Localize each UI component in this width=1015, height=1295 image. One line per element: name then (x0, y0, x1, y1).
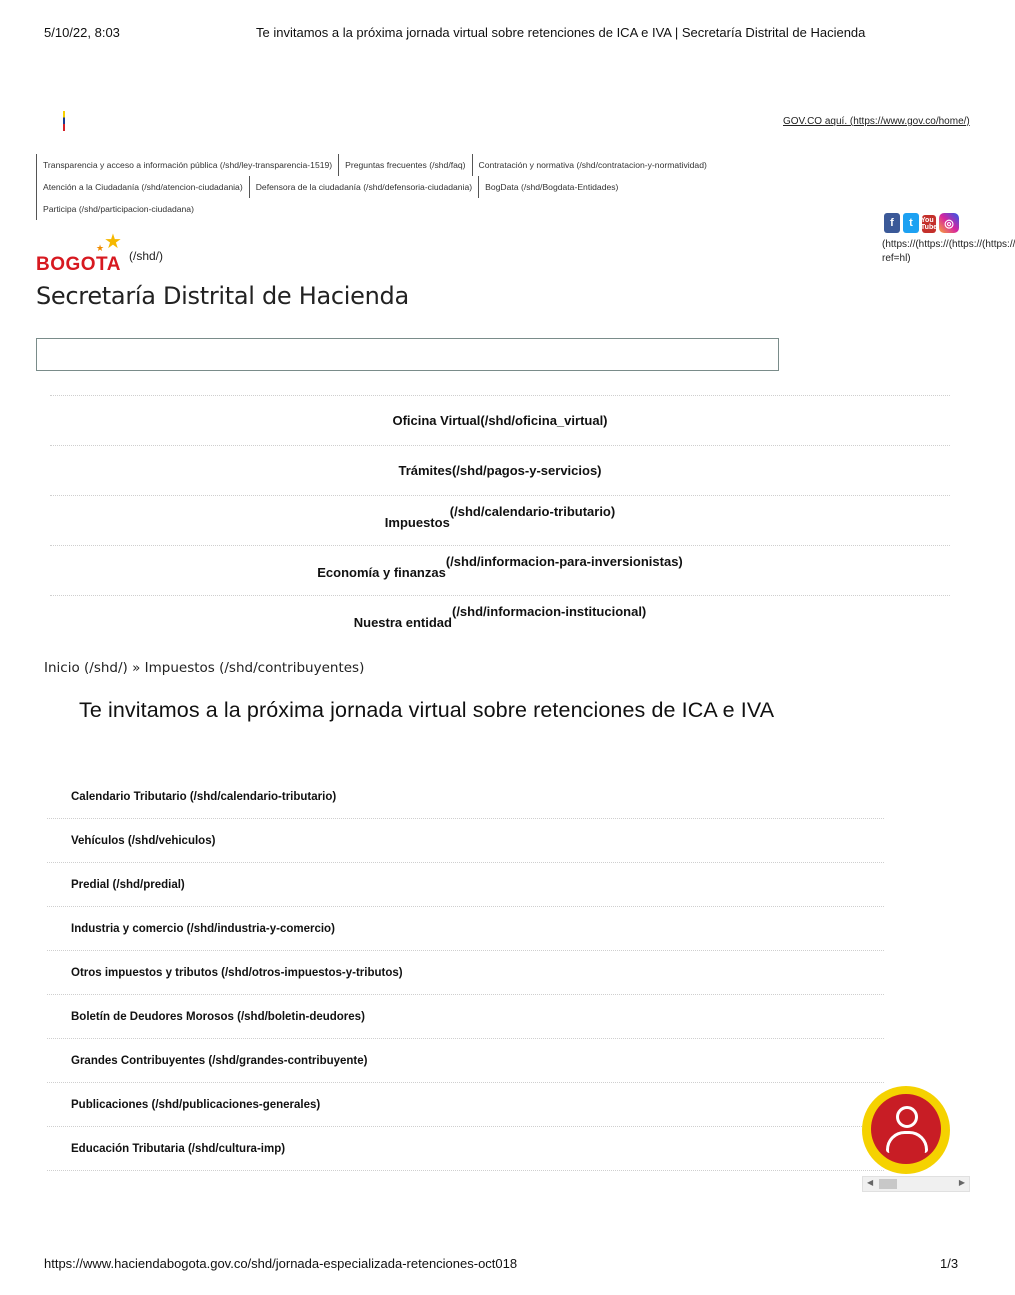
facebook-icon[interactable]: f (884, 213, 900, 233)
social-links (884, 213, 959, 233)
nav-path: (/shd/oficina_virtual) (480, 413, 608, 428)
list-item[interactable]: Vehículos (/shd/vehiculos) (47, 819, 884, 863)
list-item[interactable]: Industria y comercio (/shd/industria-y-comercio) (47, 907, 884, 951)
list-item[interactable]: Boletín de Deudores Morosos (/shd/boletin-deudores) (47, 995, 884, 1039)
star-icon: ★ (104, 231, 122, 253)
list-item[interactable]: Grandes Contribuyentes (/shd/grandes-contribuyente) (47, 1039, 884, 1083)
print-url: https://www.haciendabogota.gov.co/shd/jornada-especializada-retenciones-oct018 (44, 1256, 518, 1271)
nav-label: Nuestra entidad (353, 615, 452, 630)
nav-path: (/shd/informacion-para-inversionistas) (445, 554, 683, 569)
link-bogdata[interactable]: BogData (/shd/Bogdata-Entidades) (478, 176, 624, 198)
bogota-logo[interactable]: BOGOTA (36, 254, 121, 275)
logo-link-path[interactable]: (/shd/) (129, 249, 164, 263)
link-transparencia[interactable]: Transparencia y acceso a información pública (/shd/ley-transparencia-1519) (36, 154, 338, 176)
nav-nuestra-entidad[interactable] (50, 595, 950, 645)
scroll-left-icon[interactable]: ◀ (867, 1178, 874, 1187)
link-atencion[interactable]: Atención a la Ciudadanía (/shd/atencion-ciudadania) (36, 176, 249, 198)
list-item[interactable]: Publicaciones (/shd/publicaciones-generales) (47, 1083, 884, 1127)
nav-label: Economía y finanzas (317, 565, 446, 580)
print-date: 5/10/22, 8:03 (44, 25, 120, 40)
breadcrumb[interactable]: Inicio (/shd/) » Impuestos (/shd/contribuyentes) (44, 660, 365, 676)
link-contratacion[interactable]: Contratación y normativa (/shd/contratacion-y-normatividad) (472, 154, 713, 176)
list-item[interactable]: Educación Tributaria (/shd/cultura-imp) (47, 1127, 884, 1171)
nav-path: (/shd/informacion-institucional) (451, 604, 647, 619)
social-ref: ref=hl) (882, 253, 911, 264)
nav-impuestos[interactable] (50, 495, 950, 545)
social-urls: (https://(https://(https://(https:// (882, 239, 1015, 250)
nav-oficina-virtual[interactable] (50, 395, 950, 445)
nav-economia[interactable] (50, 545, 950, 595)
page-title: Te invitamos a la próxima jornada virtual sobre retenciones de ICA e IVA (79, 698, 775, 722)
print-title: Te invitamos a la próxima jornada virtual sobre retenciones de ICA e IVA | Secretaría Distrital de Hacienda (256, 25, 866, 40)
list-item[interactable]: Predial (/shd/predial) (47, 863, 884, 907)
nav-label: Impuestos (384, 515, 450, 530)
top-links (36, 154, 796, 220)
nav-path: (/shd/pagos-y-servicios) (451, 463, 602, 478)
twitter-icon[interactable]: t (903, 213, 919, 233)
site-name: Secretaría Distrital de Hacienda (36, 282, 409, 310)
link-defensoria[interactable]: Defensora de la ciudadanía (/shd/defensoria-ciudadania) (249, 176, 478, 198)
nav-tramites[interactable] (50, 445, 950, 495)
nav-label: Trámites (398, 463, 452, 478)
social-links-text (882, 238, 1015, 266)
link-participa[interactable]: Participa (/shd/participacion-ciudadana) (36, 198, 200, 220)
list-item[interactable]: Otros impuestos y tributos (/shd/otros-impuestos-y-tributos) (47, 951, 884, 995)
tax-menu (47, 775, 884, 1171)
scroll-right-icon[interactable]: ▶ (958, 1178, 965, 1187)
search-input[interactable] (36, 338, 779, 371)
link-faq[interactable]: Preguntas frecuentes (/shd/faq) (338, 154, 471, 176)
list-item[interactable]: Calendario Tributario (/shd/calendario-tributario) (47, 775, 884, 819)
instagram-icon[interactable]: ◎ (939, 213, 959, 233)
youtube-icon[interactable]: You Tube (920, 217, 938, 231)
gov-flag-icon (63, 111, 65, 131)
horizontal-scrollbar[interactable] (862, 1176, 970, 1192)
gov-co-link[interactable]: GOV.CO aquí. (https://www.gov.co/home/) (783, 116, 970, 127)
chat-avatar-icon (871, 1094, 941, 1164)
scroll-thumb[interactable] (879, 1179, 897, 1189)
nav-label: Oficina Virtual (392, 413, 481, 428)
star-small-icon: ★ (96, 243, 105, 253)
nav-path: (/shd/calendario-tributario) (449, 504, 616, 519)
print-page-number: 1/3 (940, 1256, 959, 1271)
main-nav (50, 395, 950, 645)
user-head-icon (896, 1106, 918, 1128)
